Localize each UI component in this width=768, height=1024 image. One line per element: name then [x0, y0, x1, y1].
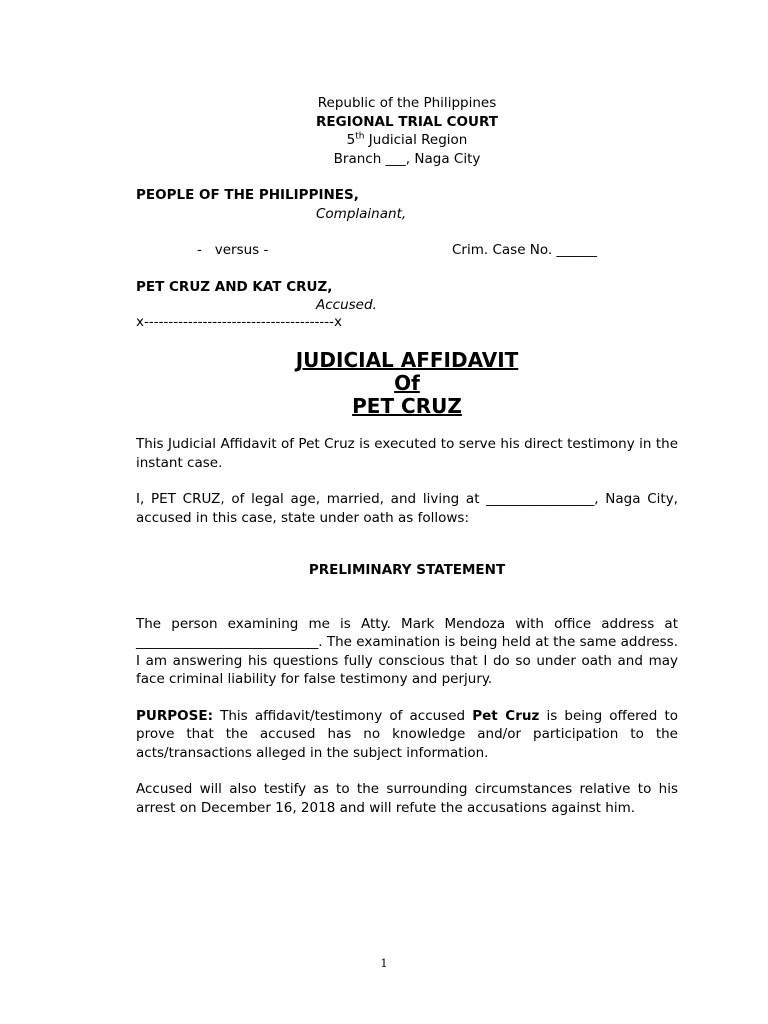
- spacer: [136, 168, 678, 186]
- purpose-label: PURPOSE:: [136, 707, 213, 724]
- spacer: [136, 580, 678, 615]
- affiant-paragraph: I, PET CRUZ, of legal age, married, and living at ________________, Naga City, accused in this case, state under oath as follows:: [136, 491, 678, 526]
- branch-line: Branch ___, Naga City: [333, 150, 481, 167]
- case-number: Crim. Case No. ______: [452, 242, 597, 258]
- spacer: [136, 762, 678, 780]
- section-heading: PRELIMINARY STATEMENT: [308, 562, 506, 578]
- intro-paragraph: This Judicial Affidavit of Pet Cruz is executed to serve his direct testimony in the instant case.: [136, 436, 678, 471]
- republic-line: Republic of the Philippines: [317, 95, 497, 111]
- spacer: [136, 689, 678, 707]
- caption-separator: x---------------------------------------x: [136, 313, 342, 330]
- accused-role: Accused.: [316, 297, 377, 313]
- purpose-text-a: This affidavit/testimony of accused: [212, 707, 473, 724]
- region-line: [136, 131, 678, 150]
- versus-label: - versus -: [197, 242, 269, 258]
- document-page: [136, 94, 678, 817]
- purpose-accused-name: Pet Cruz: [472, 707, 540, 724]
- accused-name: PET CRUZ AND KAT CRUZ,: [136, 278, 333, 295]
- versus-row: [136, 241, 678, 260]
- purpose-paragraph: [136, 707, 678, 763]
- region-ordinal: th: [355, 131, 365, 142]
- document-title-name: PET CRUZ: [352, 394, 462, 418]
- court-name: REGIONAL TRIAL COURT: [316, 113, 498, 130]
- complainant-name: PEOPLE OF THE PHILIPPINES,: [136, 187, 359, 203]
- spacer: [136, 472, 678, 490]
- court-caption: [136, 94, 678, 168]
- spacer: [136, 331, 678, 349]
- region-label: Judicial Region: [364, 132, 468, 148]
- complainant-role: Complainant,: [316, 205, 407, 222]
- region-number: 5: [346, 132, 356, 148]
- examiner-paragraph: The person examining me is Atty. Mark Mendoza with office address at ___________________________. The examination is being held at the same address. I am answering his questions fully conscious that I do so under oath and may face criminal liability for false testimony and perjury.: [136, 615, 678, 687]
- document-title-of: Of: [394, 371, 420, 395]
- testimony-paragraph: Accused will also testify as to the surrounding circumstances relative to his arrest on December 16, 2018 and will refute the accusations against him.: [136, 781, 678, 816]
- document-title: JUDICIAL AFFIDAVIT: [295, 348, 519, 372]
- spacer: [136, 527, 678, 561]
- spacer: [136, 260, 678, 278]
- spacer: [136, 418, 678, 435]
- page-number: 1: [380, 957, 388, 970]
- purpose-text-b: is being offered to prove that the accused has no knowledge and/or participation to the acts/transactions alleged in the subject information.: [136, 707, 678, 761]
